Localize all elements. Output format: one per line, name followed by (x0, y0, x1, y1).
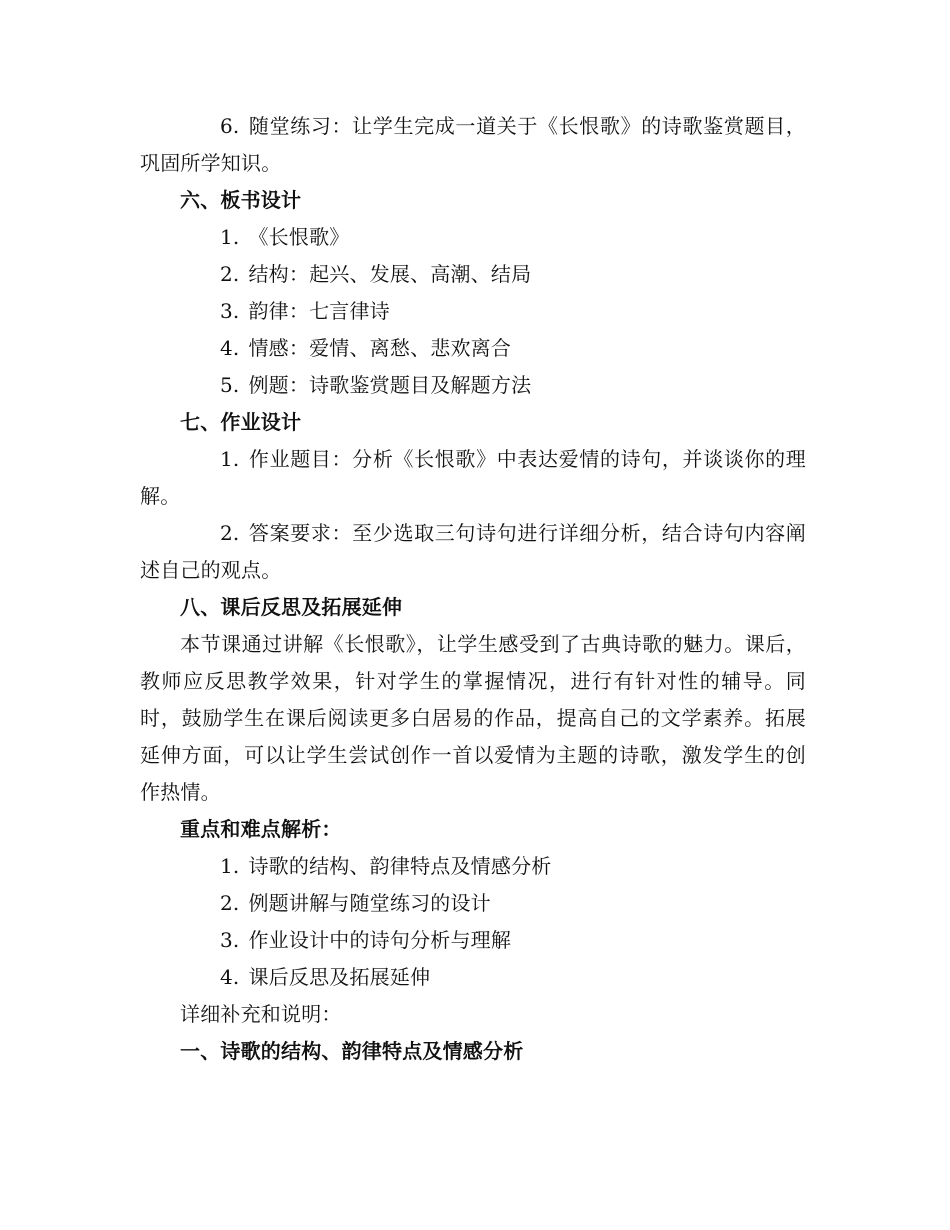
item-text: 诗歌的结构、韵律特点及情感分析 (248, 854, 552, 878)
item-number: 6. (220, 114, 240, 138)
item-number: 2. (220, 891, 240, 915)
list-item (140, 330, 806, 367)
item-text: 韵律：七言律诗 (248, 299, 390, 323)
item-number: 3. (220, 928, 240, 952)
list-item (140, 108, 806, 182)
list-item (140, 922, 806, 959)
section-heading: 七、作业设计 (180, 410, 302, 434)
item-text: 例题：诗歌鉴赏题目及解题方法 (248, 373, 532, 397)
item-number: 4. (220, 336, 240, 360)
section-heading: 一、诗歌的结构、韵律特点及情感分析 (180, 1039, 524, 1063)
list-item (140, 959, 806, 996)
item-number: 5. (220, 373, 240, 397)
document-page (140, 108, 806, 1070)
item-text: 答案要求：至少选取三句诗句进行详细分析，结合诗句内容阐述自己的观点。 (140, 521, 806, 582)
list-item (140, 848, 806, 885)
item-number: 2. (220, 262, 240, 286)
body-paragraph: 本节课通过讲解《长恨歌》，让学生感受到了古典诗歌的魅力。课后，教师应反思教学效果，针对学生的掌握情况，进行有针对性的辅导。同时，鼓励学生在课后阅读更多白居易的作品，提高自己的文学素养。拓展延伸方面，可以让学生尝试创作一首以爱情为主题的诗歌，激发学生的创作热情。 (140, 632, 806, 804)
item-text: 结构：起兴、发展、高潮、结局 (248, 262, 532, 286)
item-number: 1. (220, 854, 240, 878)
item-text: 作业题目：分析《长恨歌》中表达爱情的诗句，并谈谈你的理解。 (140, 447, 806, 508)
body-paragraph: 详细补充和说明： (180, 1002, 342, 1026)
list-item (140, 515, 806, 589)
item-text: 情感：爱情、离愁、悲欢离合 (248, 336, 512, 360)
list-item (140, 441, 806, 515)
section-heading: 重点和难点解析： (180, 817, 342, 841)
list-item (140, 293, 806, 330)
section-heading: 八、课后反思及拓展延伸 (180, 595, 403, 619)
item-number: 4. (220, 965, 240, 989)
item-number: 1. (220, 447, 240, 471)
item-text: 随堂练习：让学生完成一道关于《长恨歌》的诗歌鉴赏题目，巩固所学知识。 (140, 114, 806, 175)
list-item (140, 885, 806, 922)
item-text: 《长恨歌》 (248, 225, 350, 249)
list-item (140, 256, 806, 293)
item-number: 2. (220, 521, 240, 545)
item-text: 作业设计中的诗句分析与理解 (248, 928, 512, 952)
section-heading: 六、板书设计 (180, 188, 302, 212)
list-item (140, 219, 806, 256)
item-number: 1. (220, 225, 240, 249)
item-text: 课后反思及拓展延伸 (248, 965, 431, 989)
list-item (140, 367, 806, 404)
item-number: 3. (220, 299, 240, 323)
item-text: 例题讲解与随堂练习的设计 (248, 891, 491, 915)
